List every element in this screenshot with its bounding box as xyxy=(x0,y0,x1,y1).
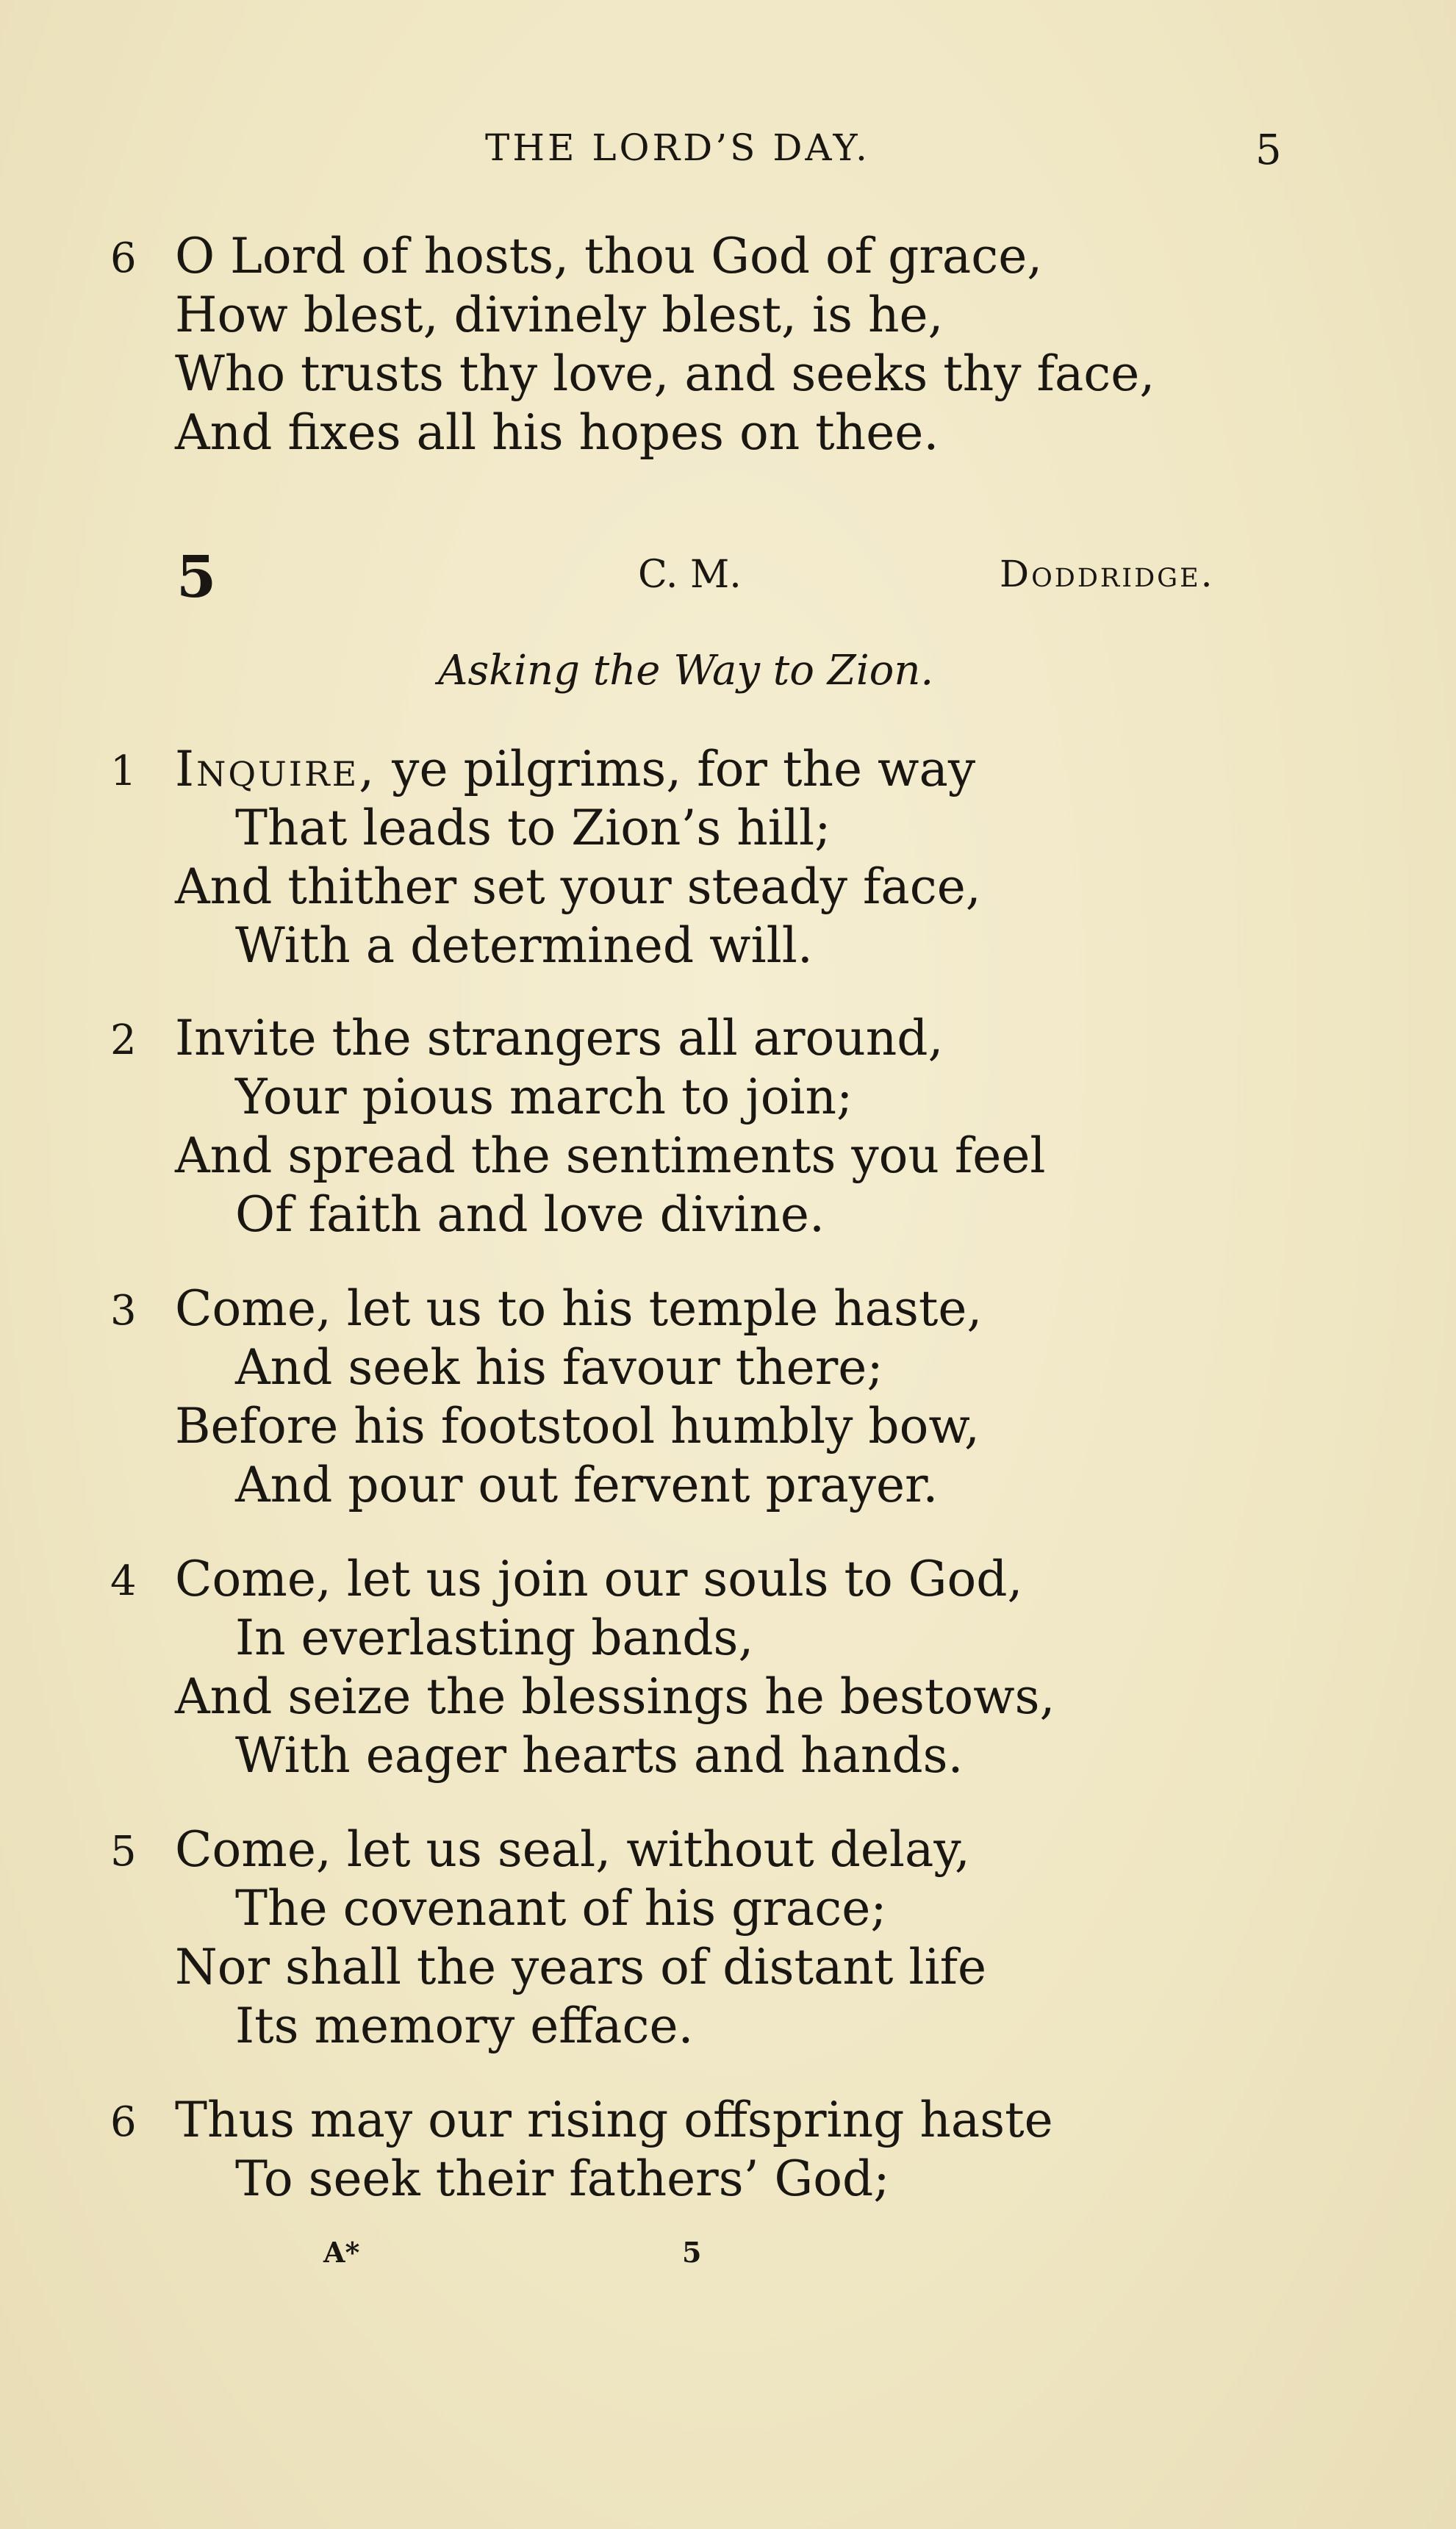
hymn-author: Doddridge. xyxy=(1000,553,1215,595)
verse-number: 3 xyxy=(110,1287,137,1335)
verse-line: How blest, divinely blest, is he, xyxy=(175,287,944,343)
verse-line: Of faith and love divine. xyxy=(235,1186,825,1243)
verse-line: Come, let us seal, without delay, xyxy=(175,1821,970,1878)
verse-line: Who trusts thy love, and seeks thy face, xyxy=(175,345,1155,402)
verse-line: O Lord of hosts, thou God of grace, xyxy=(175,228,1043,284)
running-title: THE LORD’S DAY. xyxy=(485,126,870,169)
verse-line: That leads to Zion’s hill; xyxy=(235,800,831,856)
running-head xyxy=(0,126,1456,178)
verse-number: 6 xyxy=(110,2098,137,2146)
verse-line: Its memory efface. xyxy=(235,1998,694,2054)
verse-number: 6 xyxy=(110,234,137,282)
first-word: Inquire, xyxy=(175,741,377,797)
verse-line: The covenant of his grace; xyxy=(235,1880,887,1937)
verse-line: And spread the sentiments you feel xyxy=(175,1127,1046,1184)
verse-line: Come, let us join our souls to God, xyxy=(175,1551,1023,1607)
verse-line: And seek his favour there; xyxy=(235,1339,883,1396)
verse-line: And thither set your steady face, xyxy=(175,858,981,915)
verse-line xyxy=(175,741,976,797)
hymn-header xyxy=(0,544,1456,611)
verse-line: With eager hearts and hands. xyxy=(235,1727,964,1784)
verse-number: 4 xyxy=(110,1557,137,1605)
verse-number: 1 xyxy=(110,747,137,795)
verse-line: Come, let us to his temple haste, xyxy=(175,1280,983,1337)
verse-line: Invite the strangers all around, xyxy=(175,1010,944,1066)
verse-line: And pour out fervent prayer. xyxy=(235,1457,939,1513)
verse-line: To seek their fathers’ God; xyxy=(235,2150,890,2207)
verse-number: 2 xyxy=(110,1016,137,1064)
page-number: 5 xyxy=(1255,126,1282,174)
verse-line: With a determined will. xyxy=(235,917,813,974)
hymn-number: 5 xyxy=(176,544,217,611)
verse-line: And seize the blessings he bestows, xyxy=(175,1668,1055,1725)
verse-line: Your pious march to join; xyxy=(235,1069,853,1125)
verse-line: And fixes all his hopes on thee. xyxy=(175,404,939,461)
verse-line: Before his footstool humbly bow, xyxy=(175,1398,980,1454)
hymn-title: Asking the Way to Zion. xyxy=(438,647,934,695)
verse-number: 5 xyxy=(110,1828,137,1876)
verse-line: Nor shall the years of distant life xyxy=(175,1939,987,1995)
hymn-meter: C. M. xyxy=(638,553,742,597)
verse-line: Thus may our rising offspring haste xyxy=(175,2092,1053,2148)
verse-line: In everlasting bands, xyxy=(235,1610,754,1666)
first-line-rest: ye pilgrims, for the way xyxy=(376,741,976,797)
sheet-number: 5 xyxy=(682,2236,702,2269)
signature-mark: A* xyxy=(323,2236,360,2269)
